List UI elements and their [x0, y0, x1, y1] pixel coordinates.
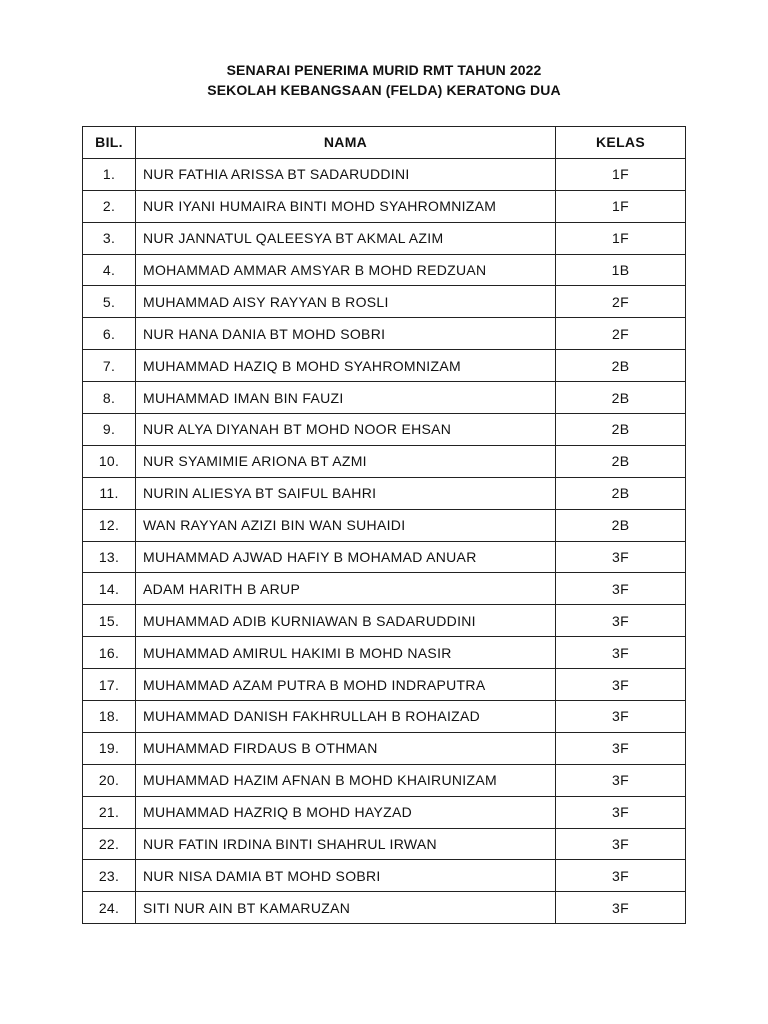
table-row [83, 701, 686, 733]
row-number: 6. [83, 318, 136, 350]
student-name: MUHAMMAD DANISH FAKHRULLAH B ROHAIZAD [136, 701, 556, 733]
row-number: 9. [83, 414, 136, 446]
table-row [83, 382, 686, 414]
class-name: 3F [556, 669, 686, 701]
class-name: 3F [556, 605, 686, 637]
student-name: MUHAMMAD AMIRUL HAKIMI B MOHD NASIR [136, 637, 556, 669]
row-number: 23. [83, 860, 136, 892]
student-name: NUR IYANI HUMAIRA BINTI MOHD SYAHROMNIZAM [136, 190, 556, 222]
row-number: 16. [83, 637, 136, 669]
table-row [83, 158, 686, 190]
student-name: NUR NISA DAMIA BT MOHD SOBRI [136, 860, 556, 892]
class-name: 3F [556, 701, 686, 733]
row-number: 13. [83, 541, 136, 573]
student-name: MOHAMMAD AMMAR AMSYAR B MOHD REDZUAN [136, 254, 556, 286]
table-row [83, 222, 686, 254]
column-header-kelas: KELAS [556, 127, 686, 159]
class-name: 3F [556, 637, 686, 669]
student-name: MUHAMMAD HAZIM AFNAN B MOHD KHAIRUNIZAM [136, 764, 556, 796]
recipient-table [82, 126, 686, 924]
class-name: 2B [556, 414, 686, 446]
row-number: 1. [83, 158, 136, 190]
table-row [83, 541, 686, 573]
row-number: 22. [83, 828, 136, 860]
row-number: 5. [83, 286, 136, 318]
class-name: 3F [556, 764, 686, 796]
student-name: ADAM HARITH B ARUP [136, 573, 556, 605]
table-row [83, 732, 686, 764]
row-number: 7. [83, 350, 136, 382]
column-header-bil: BIL. [83, 127, 136, 159]
student-name: MUHAMMAD FIRDAUS B OTHMAN [136, 732, 556, 764]
row-number: 14. [83, 573, 136, 605]
class-name: 3F [556, 796, 686, 828]
row-number: 8. [83, 382, 136, 414]
student-name: SITI NUR AIN BT KAMARUZAN [136, 892, 556, 924]
row-number: 3. [83, 222, 136, 254]
class-name: 2B [556, 382, 686, 414]
table-row [83, 764, 686, 796]
row-number: 17. [83, 669, 136, 701]
student-name: NUR FATHIA ARISSA BT SADARUDDINI [136, 158, 556, 190]
table-row [83, 796, 686, 828]
table-row [83, 573, 686, 605]
table-row [83, 605, 686, 637]
table-row [83, 509, 686, 541]
table-row [83, 892, 686, 924]
title-line-1: SENARAI PENERIMA MURID RMT TAHUN 2022 [226, 62, 542, 78]
row-number: 20. [83, 764, 136, 796]
row-number: 11. [83, 477, 136, 509]
student-name: MUHAMMAD HAZRIQ B MOHD HAYZAD [136, 796, 556, 828]
student-name: NUR HANA DANIA BT MOHD SOBRI [136, 318, 556, 350]
table-row [83, 318, 686, 350]
table-row [83, 860, 686, 892]
student-name: NUR ALYA DIYANAH BT MOHD NOOR EHSAN [136, 414, 556, 446]
table-body [83, 158, 686, 923]
class-name: 3F [556, 860, 686, 892]
class-name: 1F [556, 158, 686, 190]
class-name: 3F [556, 541, 686, 573]
student-name: WAN RAYYAN AZIZI BIN WAN SUHAIDI [136, 509, 556, 541]
student-name: MUHAMMAD AZAM PUTRA B MOHD INDRAPUTRA [136, 669, 556, 701]
row-number: 4. [83, 254, 136, 286]
class-name: 2B [556, 509, 686, 541]
student-name: MUHAMMAD HAZIQ B MOHD SYAHROMNIZAM [136, 350, 556, 382]
table-row [83, 190, 686, 222]
student-name: NUR JANNATUL QALEESYA BT AKMAL AZIM [136, 222, 556, 254]
class-name: 1F [556, 190, 686, 222]
table-row [83, 350, 686, 382]
table-row [83, 669, 686, 701]
table-row [83, 477, 686, 509]
table-row [83, 828, 686, 860]
row-number: 2. [83, 190, 136, 222]
class-name: 3F [556, 573, 686, 605]
class-name: 3F [556, 892, 686, 924]
title-line-2: SEKOLAH KEBANGSAAN (FELDA) KERATONG DUA [207, 82, 561, 98]
row-number: 18. [83, 701, 136, 733]
student-name: MUHAMMAD IMAN BIN FAUZI [136, 382, 556, 414]
class-name: 2F [556, 286, 686, 318]
row-number: 15. [83, 605, 136, 637]
class-name: 2B [556, 350, 686, 382]
student-name: MUHAMMAD AJWAD HAFIY B MOHAMAD ANUAR [136, 541, 556, 573]
class-name: 3F [556, 732, 686, 764]
class-name: 1F [556, 222, 686, 254]
class-name: 2F [556, 318, 686, 350]
table-header-row [83, 127, 686, 159]
table-row [83, 414, 686, 446]
table-row [83, 286, 686, 318]
student-name: NUR FATIN IRDINA BINTI SHAHRUL IRWAN [136, 828, 556, 860]
student-name: NURIN ALIESYA BT SAIFUL BAHRI [136, 477, 556, 509]
table-row [83, 254, 686, 286]
table-row [83, 445, 686, 477]
row-number: 10. [83, 445, 136, 477]
student-name: MUHAMMAD ADIB KURNIAWAN B SADARUDDINI [136, 605, 556, 637]
class-name: 1B [556, 254, 686, 286]
row-number: 21. [83, 796, 136, 828]
class-name: 3F [556, 828, 686, 860]
column-header-nama: NAMA [136, 127, 556, 159]
student-name: NUR SYAMIMIE ARIONA BT AZMI [136, 445, 556, 477]
table-row [83, 637, 686, 669]
class-name: 2B [556, 477, 686, 509]
student-name: MUHAMMAD AISY RAYYAN B ROSLI [136, 286, 556, 318]
document-title [0, 60, 768, 100]
row-number: 24. [83, 892, 136, 924]
class-name: 2B [556, 445, 686, 477]
row-number: 12. [83, 509, 136, 541]
row-number: 19. [83, 732, 136, 764]
